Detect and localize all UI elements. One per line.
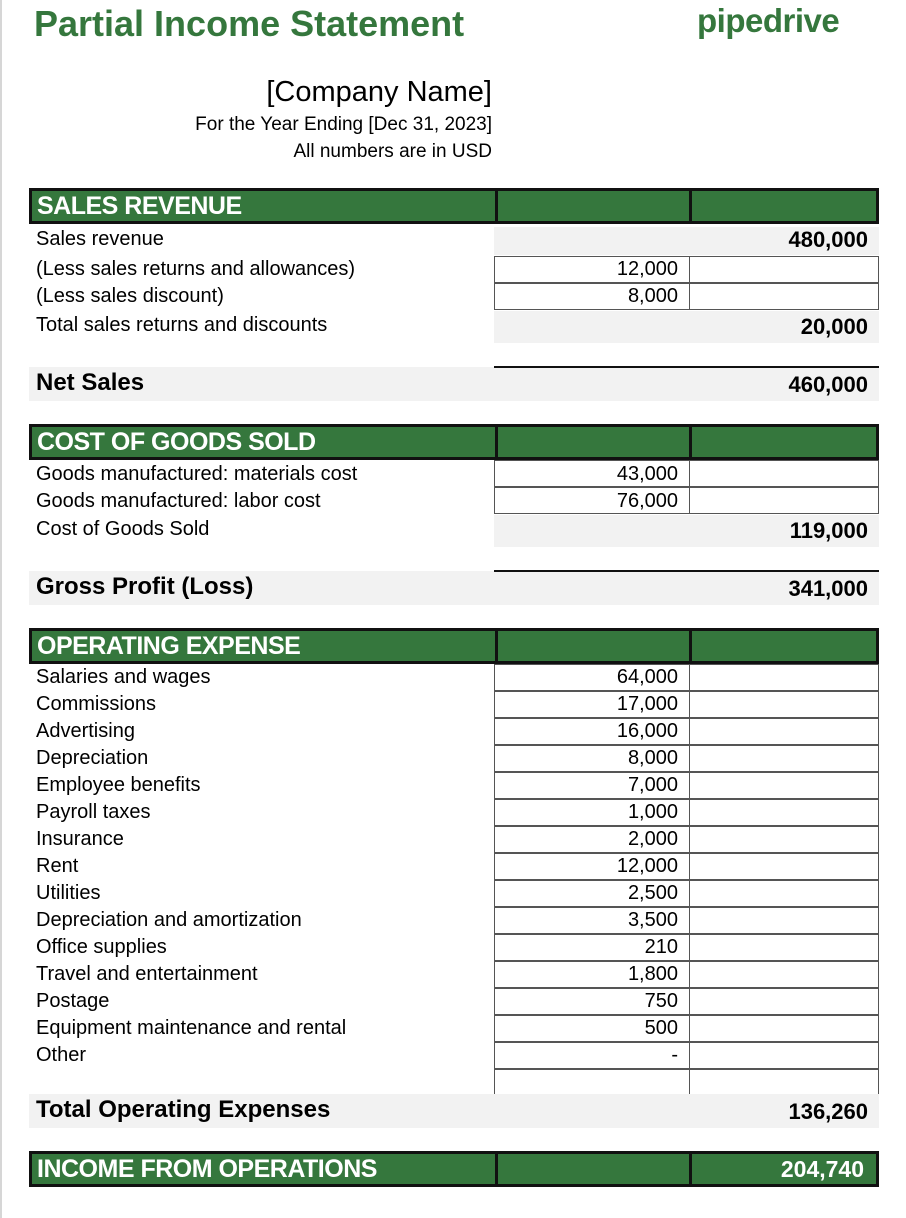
sales-revenue-label: Sales revenue bbox=[36, 228, 164, 250]
expense-value[interactable]: 2,500 bbox=[627, 882, 678, 904]
expense-label: Depreciation and amortization bbox=[36, 909, 302, 931]
expense-value[interactable]: 7,000 bbox=[627, 774, 678, 796]
expense-label: Equipment maintenance and rental bbox=[36, 1017, 347, 1039]
input-cell-row bbox=[494, 487, 879, 514]
expense-value[interactable]: 3,500 bbox=[627, 909, 678, 931]
expense-value[interactable]: 1,800 bbox=[627, 963, 678, 985]
input-cell-row bbox=[494, 460, 879, 487]
income-ops-value[interactable]: 204,740 bbox=[780, 1156, 864, 1182]
total-opex-value[interactable]: 136,260 bbox=[788, 1099, 868, 1124]
section-heading: SALES REVENUE bbox=[37, 192, 242, 220]
returns-total-label: Total sales returns and discounts bbox=[36, 314, 328, 336]
expense-value[interactable]: - bbox=[671, 1044, 678, 1066]
input-cell-row bbox=[494, 256, 879, 283]
income-from-operations-row bbox=[29, 1151, 879, 1187]
input-cell-row bbox=[494, 1069, 879, 1096]
expense-value[interactable]: 17,000 bbox=[616, 693, 678, 715]
expense-label: Advertising bbox=[36, 720, 135, 742]
line-item-label: Goods manufactured: labor cost bbox=[36, 490, 321, 512]
reporting-period[interactable]: For the Year Ending [Dec 31, 2023] bbox=[195, 114, 492, 135]
input-cell-row bbox=[494, 745, 879, 772]
input-cell-row bbox=[494, 1015, 879, 1042]
expense-value[interactable]: 64,000 bbox=[616, 666, 678, 688]
input-cell-row bbox=[494, 1042, 879, 1069]
expense-value[interactable]: 12,000 bbox=[616, 855, 678, 877]
input-cell-row bbox=[494, 853, 879, 880]
net-sales-row bbox=[29, 367, 879, 401]
cogs-total-value[interactable]: 119,000 bbox=[789, 518, 868, 543]
line-item-value[interactable]: 76,000 bbox=[616, 490, 678, 512]
expense-value[interactable]: 210 bbox=[644, 936, 678, 958]
input-cell-row bbox=[494, 934, 879, 961]
line-item-value[interactable]: 43,000 bbox=[616, 463, 678, 485]
expense-value[interactable]: 2,000 bbox=[627, 828, 678, 850]
sales-revenue-total[interactable]: 480,000 bbox=[788, 227, 868, 252]
expense-label: Utilities bbox=[36, 882, 101, 904]
income-ops-label: INCOME FROM OPERATIONS bbox=[37, 1155, 377, 1183]
page-title: Partial Income Statement bbox=[34, 3, 465, 44]
section-heading: COST OF GOODS SOLD bbox=[37, 428, 316, 456]
input-cell-row bbox=[494, 880, 879, 907]
input-cell-row bbox=[494, 961, 879, 988]
net-sales-value[interactable]: 460,000 bbox=[788, 372, 868, 397]
expense-label: Payroll taxes bbox=[36, 801, 151, 823]
input-cell-row bbox=[494, 799, 879, 826]
input-cell-row bbox=[494, 718, 879, 745]
expense-label: Office supplies bbox=[36, 936, 167, 958]
expense-label: Insurance bbox=[36, 828, 124, 850]
total-opex-label: Total Operating Expenses bbox=[36, 1096, 331, 1123]
expense-label: Salaries and wages bbox=[36, 666, 211, 688]
gross-profit-value[interactable]: 341,000 bbox=[788, 576, 868, 601]
section-heading: OPERATING EXPENSE bbox=[37, 632, 301, 660]
input-cell-row bbox=[494, 283, 879, 310]
expense-value[interactable]: 1,000 bbox=[627, 801, 678, 823]
expense-label: Travel and entertainment bbox=[36, 963, 258, 985]
sales-revenue-header bbox=[29, 188, 879, 224]
company-name[interactable]: [Company Name] bbox=[266, 76, 492, 108]
line-item-value[interactable]: 8,000 bbox=[627, 285, 678, 307]
expense-value[interactable]: 16,000 bbox=[616, 720, 678, 742]
expense-label: Employee benefits bbox=[36, 774, 201, 796]
cogs-header bbox=[29, 424, 879, 460]
line-item-label: Goods manufactured: materials cost bbox=[36, 463, 358, 485]
expense-label: Other bbox=[36, 1044, 87, 1066]
line-item-value[interactable]: 12,000 bbox=[616, 258, 678, 280]
line-item-label: (Less sales discount) bbox=[36, 285, 224, 307]
input-cell-row bbox=[494, 826, 879, 853]
returns-total-value[interactable]: 20,000 bbox=[800, 314, 868, 339]
expense-label: Depreciation bbox=[36, 747, 149, 769]
expense-label: Postage bbox=[36, 990, 110, 1012]
gross-profit-label: Gross Profit (Loss) bbox=[36, 573, 254, 600]
cogs-total-label: Cost of Goods Sold bbox=[36, 518, 210, 540]
expense-value[interactable]: 500 bbox=[644, 1017, 678, 1039]
input-cell-row bbox=[494, 772, 879, 799]
page-left-edge bbox=[0, 0, 2, 1218]
expense-label: Rent bbox=[36, 855, 79, 877]
subtotal-rule bbox=[494, 366, 879, 368]
input-cell-row bbox=[494, 691, 879, 718]
brand-logo: pipedrive bbox=[697, 2, 840, 39]
expense-label: Commissions bbox=[36, 693, 157, 715]
net-sales-label: Net Sales bbox=[36, 369, 145, 396]
operating-expense-header bbox=[29, 628, 879, 664]
input-cell-row bbox=[494, 664, 879, 691]
expense-value[interactable]: 750 bbox=[644, 990, 678, 1012]
currency-note: All numbers are in USD bbox=[293, 141, 492, 162]
expense-value[interactable]: 8,000 bbox=[627, 747, 678, 769]
line-item-label: (Less sales returns and allowances) bbox=[36, 258, 356, 280]
input-cell-row bbox=[494, 988, 879, 1015]
subtotal-rule bbox=[494, 570, 879, 572]
input-cell-row bbox=[494, 907, 879, 934]
